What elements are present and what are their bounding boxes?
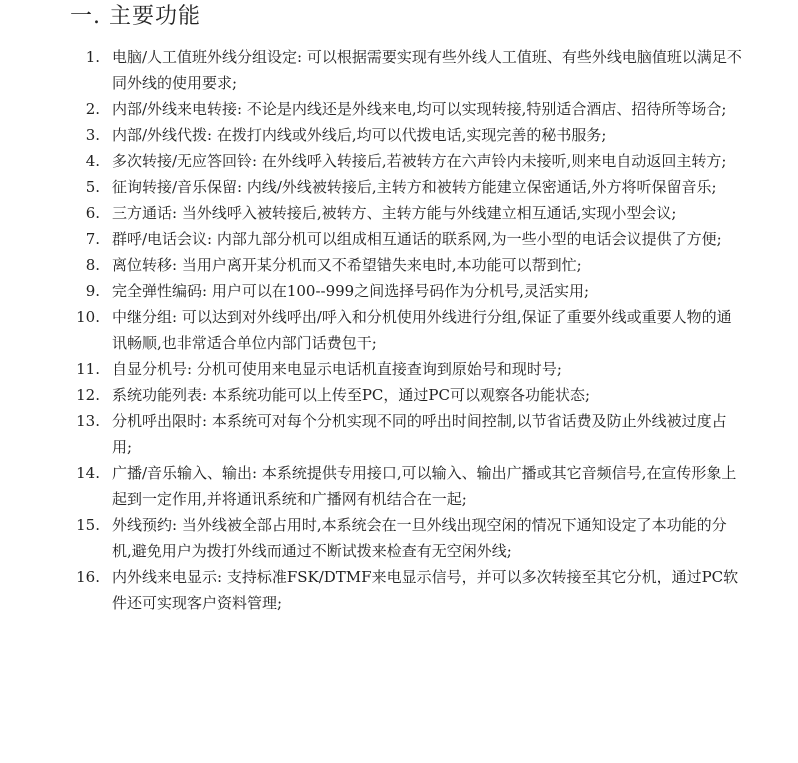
list-item-text: 电脑/人工值班外线分组设定: 可以根据需要实现有些外线人工值班、有些外线电脑值班以满足不同外线的使用要求; xyxy=(112,48,742,92)
list-item xyxy=(72,382,742,408)
list-item-text: 完全弹性编码: 用户可以在100--999之间选择号码作为分机号,灵活实用; xyxy=(112,282,590,300)
list-item xyxy=(72,252,742,278)
list-item xyxy=(72,564,742,616)
list-item-text: 分机呼出限时: 本系统可对每个分机实现不同的呼出时间控制,以节省话费及防止外线被过度占用; xyxy=(112,412,727,456)
list-item-number: 3. xyxy=(85,126,100,144)
list-item-number: 7. xyxy=(85,230,100,248)
list-item-text: 外线预约: 当外线被全部占用时,本系统会在一旦外线出现空闲的情况下通知设定了本功能的分机,避免用户为拨打外线而通过不断试拨来检查有无空闲外线; xyxy=(112,516,727,560)
list-item xyxy=(72,174,742,200)
list-item-text: 内部/外线来电转接: 不论是内线还是外线来电,均可以实现转接,特别适合酒店、招待所等场合; xyxy=(112,100,727,118)
list-item xyxy=(72,460,742,512)
list-item-number: 1. xyxy=(85,48,100,66)
feature-list xyxy=(72,44,742,616)
section-heading: 一. 主要功能 xyxy=(70,4,201,29)
list-item xyxy=(72,96,742,122)
list-item-text: 内部/外线代拨: 在拨打内线或外线后,均可以代拨电话,实现完善的秘书服务; xyxy=(112,126,607,144)
list-item-number: 8. xyxy=(85,256,100,274)
list-item xyxy=(72,278,742,304)
list-item-number: 14. xyxy=(76,464,100,482)
list-item-text: 中继分组: 可以达到对外线呼出/呼入和分机使用外线进行分组,保证了重要外线或重要人物的通讯畅顺,也非常适合单位内部门话费包干; xyxy=(112,308,732,352)
list-item-number: 6. xyxy=(85,204,100,222)
list-item-number: 2. xyxy=(85,100,100,118)
list-item xyxy=(72,200,742,226)
list-item xyxy=(72,304,742,356)
list-item xyxy=(72,44,742,96)
list-item-text: 三方通话: 当外线呼入被转接后,被转方、主转方能与外线建立相互通话,实现小型会议; xyxy=(112,204,677,222)
list-item-number: 4. xyxy=(85,152,100,170)
list-item-number: 16. xyxy=(76,568,100,586)
list-item-text: 征询转接/音乐保留: 内线/外线被转接后,主转方和被转方能建立保密通话,外方将听保留音乐; xyxy=(112,178,717,196)
list-item-number: 10. xyxy=(76,308,100,326)
list-item-text: 离位转移: 当用户离开某分机而又不希望错失来电时,本功能可以帮到忙; xyxy=(112,256,582,274)
list-item xyxy=(72,356,742,382)
list-item-text: 群呼/电话会议: 内部九部分机可以组成相互通话的联系网,为一些小型的电话会议提供了方便; xyxy=(112,230,722,248)
list-item xyxy=(72,148,742,174)
list-item-number: 15. xyxy=(76,516,100,534)
list-item-text: 自显分机号: 分机可使用来电显示电话机直接查询到原始号和现时号; xyxy=(112,360,562,378)
list-item-text: 内外线来电显示: 支持标准FSK/DTMF来电显示信号，并可以多次转接至其它分机，通过PC软件还可实现客户资料管理; xyxy=(112,568,739,612)
list-item-text: 多次转接/无应答回铃: 在外线呼入转接后,若被转方在六声铃内未接听,则来电自动返回主转方; xyxy=(112,152,727,170)
list-item-number: 5. xyxy=(85,178,100,196)
list-item-number: 11. xyxy=(76,360,100,378)
list-item xyxy=(72,408,742,460)
list-item xyxy=(72,226,742,252)
list-item xyxy=(72,122,742,148)
list-item-text: 系统功能列表: 本系统功能可以上传至PC，通过PC可以观察各功能状态; xyxy=(112,386,591,404)
list-item xyxy=(72,512,742,564)
list-item-number: 13. xyxy=(76,412,100,430)
list-item-text: 广播/音乐输入、输出: 本系统提供专用接口,可以输入、输出广播或其它音频信号,在宣传形象上起到一定作用,并将通讯系统和广播网有机结合在一起; xyxy=(112,464,737,508)
list-item-number: 9. xyxy=(85,282,100,300)
list-item-number: 12. xyxy=(76,386,100,404)
